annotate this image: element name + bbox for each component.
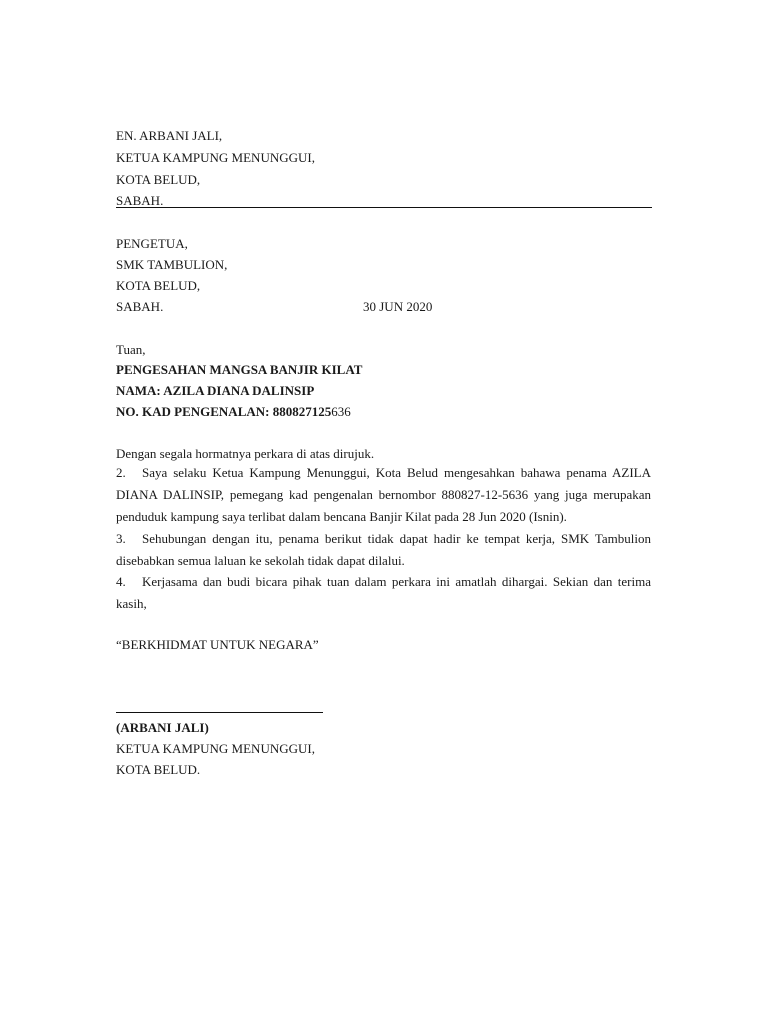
- body-intro: Dengan segala hormatnya perkara di atas dirujuk.: [116, 446, 375, 461]
- paragraph-text: Sehubungan dengan itu, penama berikut tidak dapat hadir ke tempat kerja, SMK Tambulion disebabkan semua laluan ke sekolah tidak dapat dilalui.: [116, 531, 651, 568]
- letter-date: 30 JUN 2020: [363, 299, 433, 314]
- recipient-town: KOTA BELUD,: [116, 278, 201, 293]
- sender-state: SABAH.: [116, 193, 164, 208]
- sender-name: EN. ARBANI JALI,: [116, 128, 223, 143]
- subject-ic-number: [116, 404, 351, 420]
- body-paragraph-3: [116, 528, 651, 572]
- paragraph-number: 3.: [116, 531, 126, 546]
- subject-ic-rest: 636: [331, 404, 351, 419]
- sender-title: KETUA KAMPUNG MENUNGGUI,: [116, 150, 315, 165]
- motto: “BERKHIDMAT UNTUK NEGARA”: [116, 637, 319, 652]
- paragraph-number: 4.: [116, 574, 126, 589]
- subject-ic-bold: NO. KAD PENGENALAN: 880827125: [116, 404, 332, 419]
- body-paragraph-2: [116, 462, 651, 528]
- sender-town: KOTA BELUD,: [116, 172, 201, 187]
- salutation: Tuan,: [116, 342, 146, 357]
- signature-line: [116, 712, 323, 713]
- recipient-school: SMK TAMBULION,: [116, 257, 228, 272]
- recipient-state: SABAH.: [116, 299, 164, 314]
- letterhead-divider: [116, 207, 652, 208]
- body-paragraph-4: [116, 571, 651, 615]
- paragraph-text: Kerjasama dan budi bicara pihak tuan dalam perkara ini amatlah dihargai. Sekian dan terima kasih,: [116, 574, 651, 611]
- paragraph-number: 2.: [116, 465, 126, 480]
- subject-name: NAMA: AZILA DIANA DALINSIP: [116, 383, 315, 398]
- signatory-town: KOTA BELUD.: [116, 762, 201, 777]
- recipient-title: PENGETUA,: [116, 236, 188, 251]
- signatory-title: KETUA KAMPUNG MENUNGGUI,: [116, 741, 315, 756]
- paragraph-text: Saya selaku Ketua Kampung Menunggui, Kota Belud mengesahkan bahawa penama AZILA DIANA DALINSIP, pemegang kad pengenalan bernombor 880827-12-5636 yang juga merupakan penduduk kampung saya terlibat dalam bencana Banjir Kilat pada 28 Jun 2020 (Isnin).: [116, 465, 651, 524]
- subject-heading: PENGESAHAN MANGSA BANJIR KILAT: [116, 362, 363, 377]
- signatory-name: (ARBANI JALI): [116, 720, 209, 735]
